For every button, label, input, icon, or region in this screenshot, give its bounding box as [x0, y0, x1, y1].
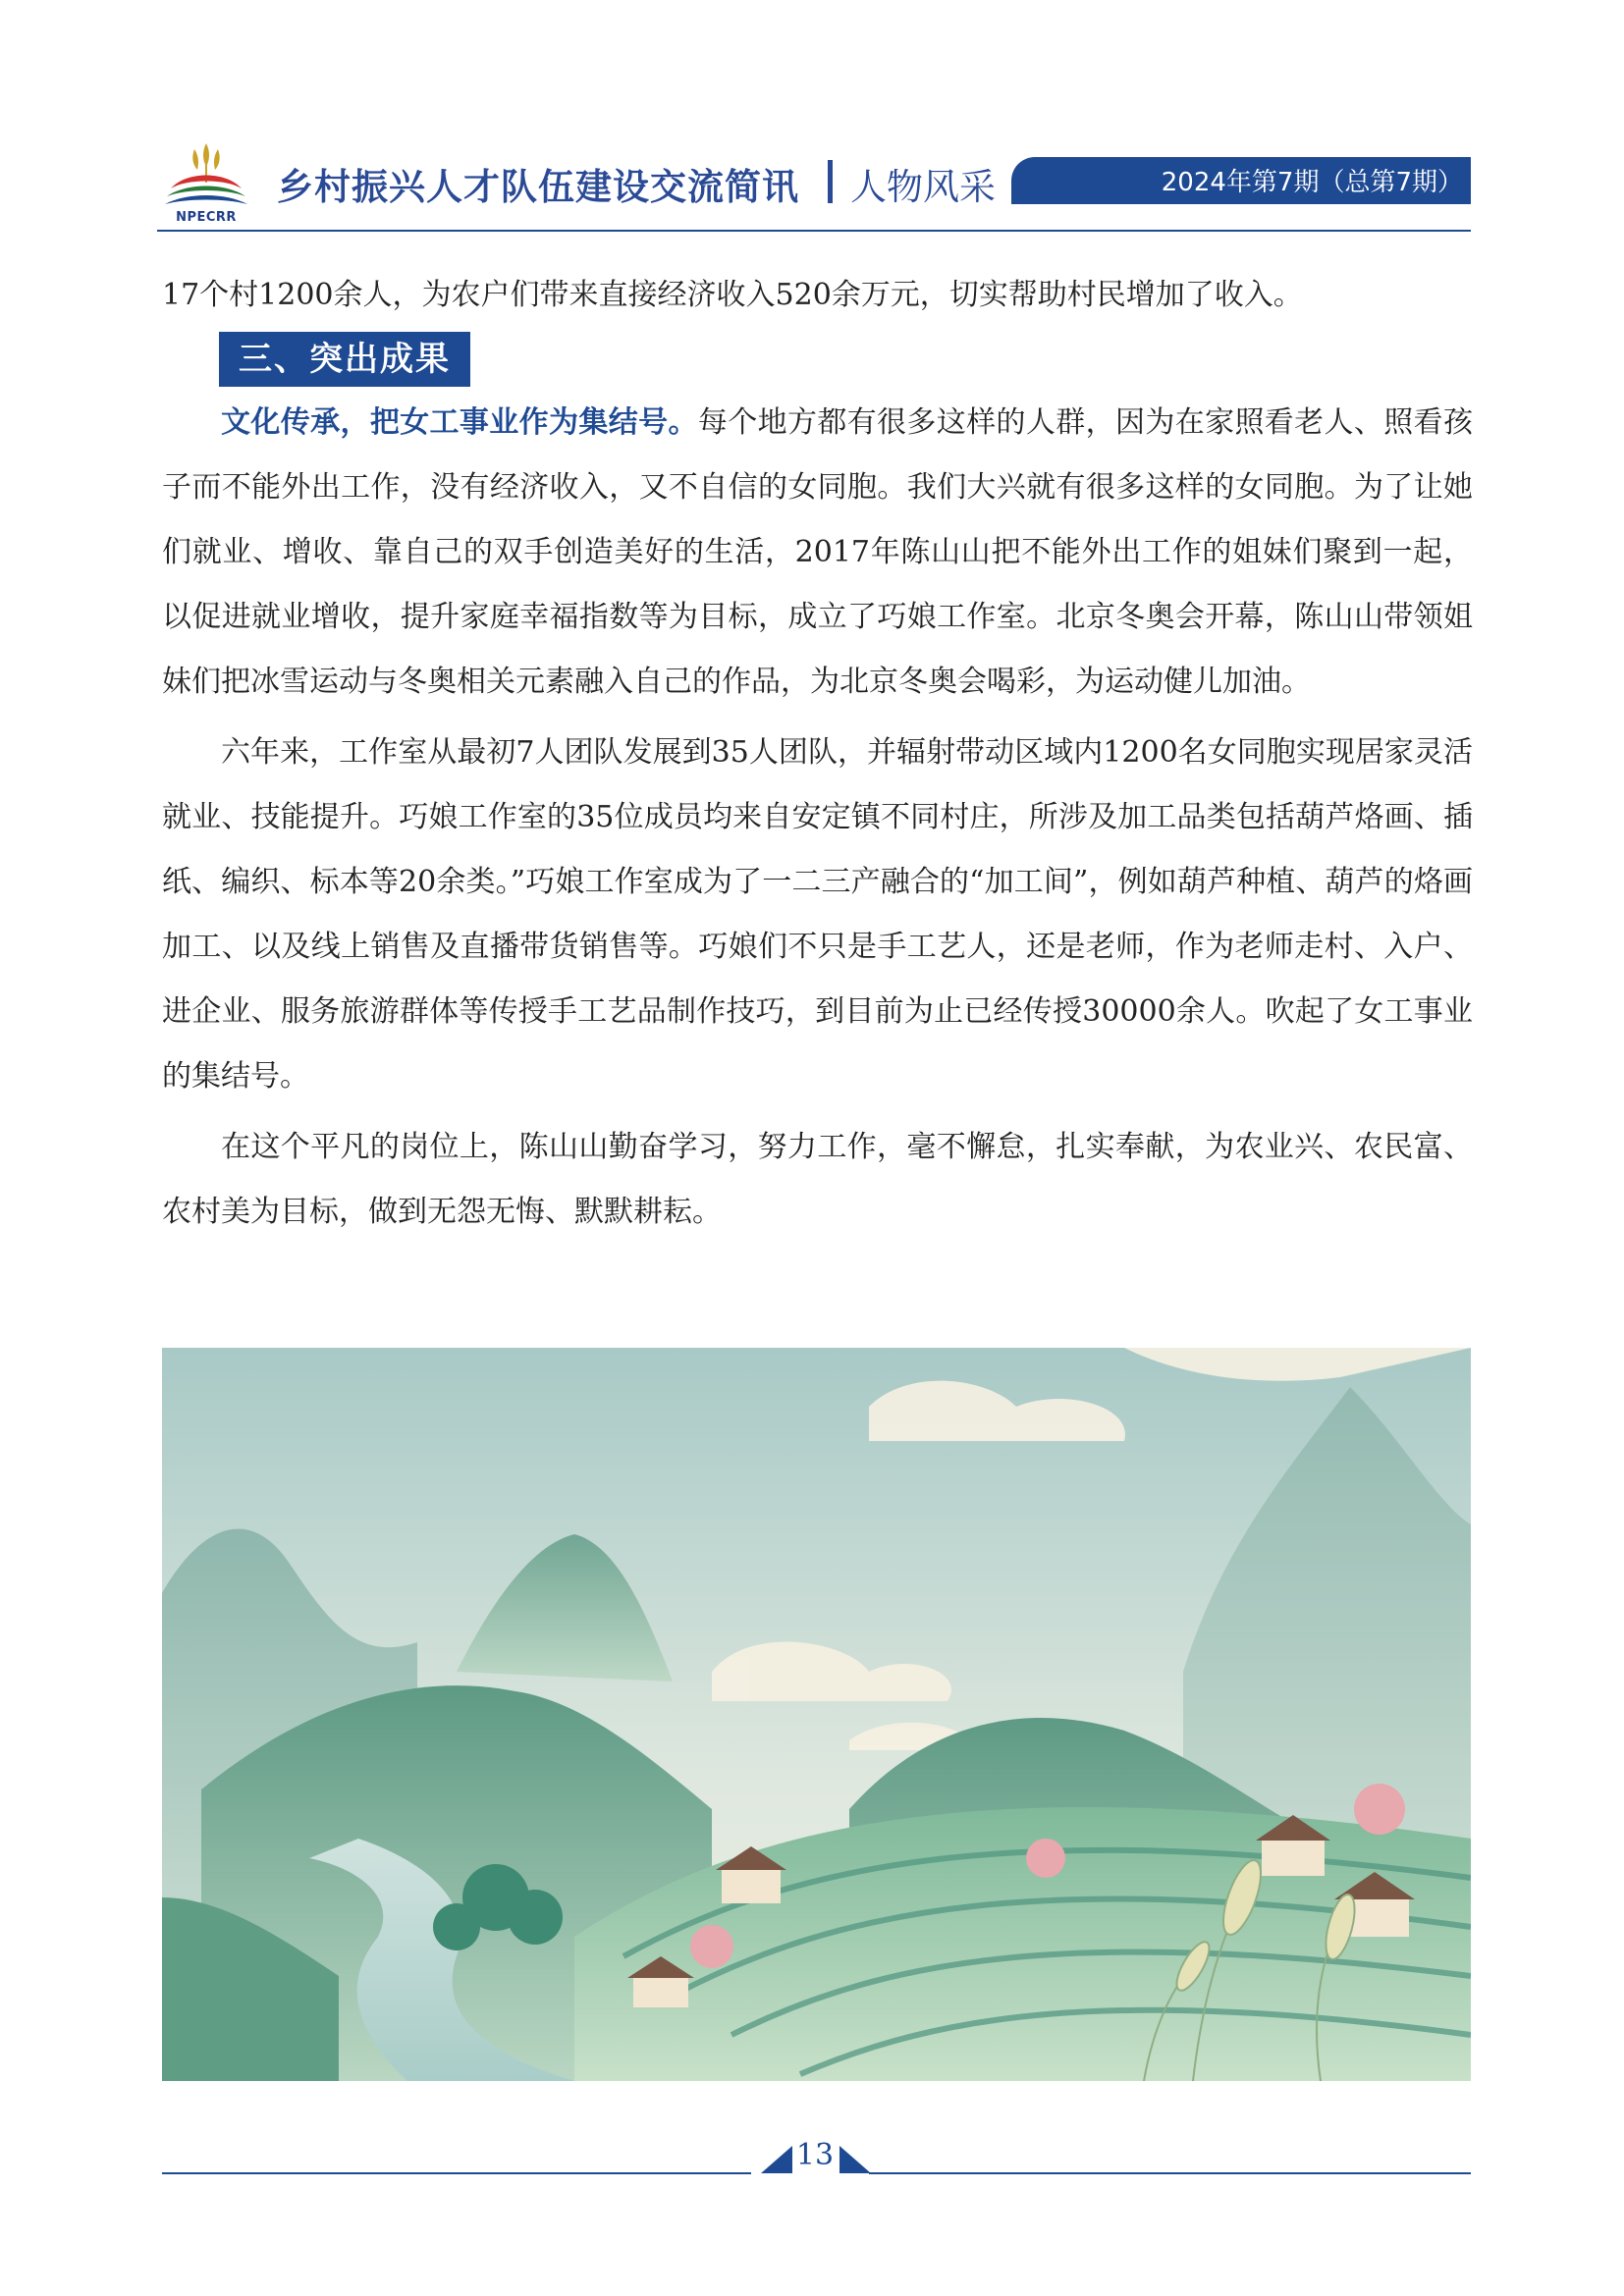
paragraph-1-lead: 文化传承，把女工事业作为集结号。 — [221, 405, 698, 440]
logo-text: NPECRR — [176, 210, 237, 225]
page-header — [0, 0, 1624, 255]
footer-triangle-right-icon — [839, 2146, 871, 2173]
footer-rule-right — [869, 2172, 1471, 2174]
continuation-paragraph: 17个村1200余人，为农户们带来直接经济收入520余万元，切实帮助村民增加了收入。 — [162, 278, 1303, 312]
section-label: 人物风采 — [850, 166, 996, 208]
rural-landscape-illustration — [162, 1348, 1471, 2081]
paragraph-1-text: 每个地方都有很多这样的人群，因为在家照看老人、照看孩子而不能外出工作，没有经济收入，又不自信的女同胞。我们大兴就有很多这样的女同胞。为了让她们就业、增收、靠自己的双手创造美好的生活，2017年陈山山把不能外出工作的姐妹们聚到一起，以促进就业增收，提升家庭幸福指数等为目标，成立了巧娘工作室。北京冬奥会开幕，陈山山带领姐妹们把冰雪运动与冬奥相关元素融入自己的作品，为北京冬奥会喝彩，为运动健儿加油。 — [162, 405, 1474, 699]
wheat-emblem-icon — [165, 143, 247, 204]
paragraph-2: 六年来，工作室从最初7人团队发展到35人团队，并辐射带动区域内1200名女同胞实现居家灵活就业、技能提升。巧娘工作室的35位成员均来自安定镇不同村庄，所涉及加工品类包括葫芦烙画、插纸、编织、标本等20余类。”巧娘工作室成为了一二三产融合的“加工间”，例如葫芦种植、葫芦的烙画加工、以及线上销售及直播带货销售等。巧娘们不只是手工艺人，还是老师，作为老师走村、入户、进企业、服务旅游群体等传授手工艺品制作技巧，到目前为止已经传授30000余人。吹起了女工事业的集结号。 — [162, 735, 1473, 1094]
article-body — [162, 263, 1473, 1245]
title-separator — [828, 160, 833, 203]
paragraph-3: 在这个平凡的岗位上，陈山山勤奋学习，努力工作，毫不懈怠，扎实奉献，为农业兴、农民富、农村美为目标，做到无怨无悔、默默耕耘。 — [162, 1130, 1473, 1229]
issue-label: 2024年第7期（总第7期） — [1161, 168, 1463, 197]
footer-rule-left — [162, 2172, 751, 2174]
paragraph-1 — [162, 391, 1473, 715]
page-number: 13 — [795, 2138, 835, 2172]
header-divider — [157, 230, 1471, 232]
publication-title: 乡村振兴人才队伍建设交流简讯 — [277, 166, 799, 208]
section-heading: 三、突出成果 — [219, 332, 470, 387]
